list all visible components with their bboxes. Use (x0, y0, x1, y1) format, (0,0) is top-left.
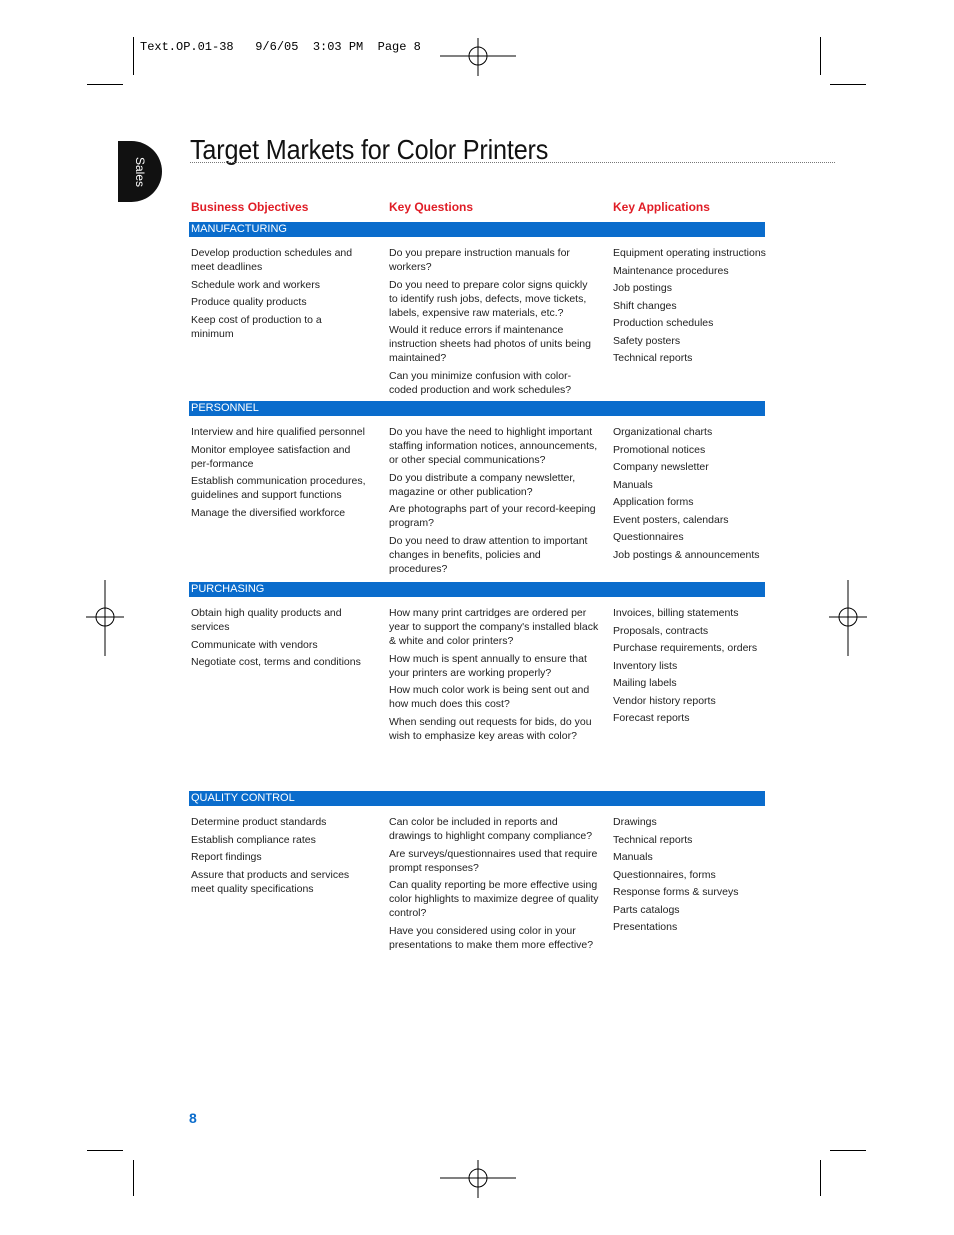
application-item: Application forms (613, 496, 694, 508)
crop-mark (830, 1150, 866, 1151)
application-item: Drawings (613, 816, 657, 828)
question-item: When sending out requests for bids, do you wish to emphasize key areas with color? (389, 715, 592, 742)
objective-item: Schedule work and workers (191, 278, 320, 291)
crop-mark (133, 1160, 134, 1196)
application-item: Manuals (613, 851, 653, 863)
application-item: Purchase requirements, orders (613, 642, 758, 654)
question-item: Would it reduce errors if maintenance instruction sheets had photos of units being maintained? (389, 324, 591, 364)
question-item: Do you have the need to highlight important staffing information notices, announcements, or other special communications? (389, 426, 598, 466)
application-item: Job postings (613, 282, 672, 294)
objective-item: Establish communication procedures, guidelines and support functions (191, 475, 366, 501)
application-item: Safety posters (613, 334, 681, 347)
application-item: Response forms & surveys (613, 886, 739, 898)
section-applications-column (613, 246, 783, 369)
application-item: Job postings & announcements (613, 548, 760, 561)
application-item: Forecast reports (613, 712, 690, 724)
application-item: Manuals (613, 478, 653, 491)
section-applications-column (613, 425, 783, 565)
objective-item: Obtain high quality products and services (191, 607, 342, 633)
section-objectives-column (191, 425, 366, 523)
question-item: Do you distribute a company newsletter, magazine or other publication? (389, 471, 576, 498)
application-item: Mailing labels (613, 677, 677, 689)
section-questions-column (389, 425, 599, 579)
crop-mark (830, 84, 866, 85)
objective-item: Interview and hire qualified personnel (191, 426, 365, 438)
application-item: Vendor history reports (613, 694, 716, 707)
page-number: 8 (189, 1110, 197, 1126)
column-heading-applications: Key Applications (613, 200, 710, 214)
application-item: Proposals, contracts (613, 624, 709, 637)
objective-item: Produce quality products (191, 296, 307, 308)
question-item: Do you need to draw attention to important changes in benefits, policies and procedures? (389, 534, 588, 575)
application-item: Maintenance procedures (613, 264, 729, 277)
question-item: Can you minimize confusion with color-coded production and work schedules? (389, 369, 572, 396)
question-item: How much is spent annually to ensure that your printers are working properly? (389, 652, 587, 679)
question-item: Do you prepare instruction manuals for workers? (389, 247, 570, 273)
section-objectives-column (191, 815, 366, 899)
section-header-band: PURCHASING (189, 582, 765, 597)
section-tab-label: Sales (133, 156, 147, 188)
section-questions-column (389, 606, 599, 746)
application-item: Inventory lists (613, 659, 678, 672)
application-item: Company newsletter (613, 461, 709, 473)
crop-mark (820, 37, 821, 75)
objective-item: Develop production schedules and meet deadlines (191, 247, 353, 273)
objective-item: Monitor employee satisfaction and per-formance (191, 443, 351, 470)
application-item: Production schedules (613, 317, 714, 329)
objective-item: Determine product standards (191, 816, 327, 828)
registration-mark-icon (86, 580, 124, 656)
objective-item: Communicate with vendors (191, 638, 318, 651)
column-heading-questions: Key Questions (389, 200, 474, 214)
section-questions-column (389, 246, 599, 400)
application-item: Questionnaires (613, 531, 684, 543)
application-item: Shift changes (613, 299, 677, 312)
page-title: Target Markets for Color Printers (190, 134, 549, 165)
application-item: Organizational charts (613, 426, 713, 438)
application-item: Technical reports (613, 833, 693, 846)
objective-item: Negotiate cost, terms and conditions (191, 656, 361, 668)
title-divider (190, 162, 835, 163)
application-item: Invoices, billing statements (613, 607, 739, 619)
objective-item: Assure that products and services meet quality specifications (191, 868, 350, 895)
column-heading-objectives: Business Objectives (191, 200, 309, 214)
question-item: How much color work is being sent out and how much does this cost? (389, 684, 590, 710)
section-header-band: QUALITY CONTROL (189, 791, 765, 806)
question-item: Do you need to prepare color signs quickly to identify rush jobs, defects, move tickets, labels, expensive raw materials, etc.? (389, 278, 588, 319)
section-header-band: MANUFACTURING (189, 222, 765, 237)
question-item: Are photographs part of your record-keeping program? (389, 503, 596, 529)
application-item: Equipment operating instructions (613, 247, 766, 259)
question-item: Can color be included in reports and drawings to highlight company compliance? (389, 816, 593, 842)
objective-item: Establish compliance rates (191, 833, 316, 846)
section-tab (118, 141, 162, 202)
section-applications-column (613, 606, 783, 729)
registration-mark-icon (440, 38, 516, 76)
registration-mark-icon (440, 1160, 516, 1198)
question-item: Have you considered using color in your presentations to make them more effective? (389, 924, 594, 951)
objective-item: Manage the diversified workforce (191, 506, 346, 519)
question-item: How many print cartridges are ordered per year to support the company's installed black & white and color printers? (389, 607, 599, 647)
question-item: Are surveys/questionnaires used that require prompt responses? (389, 847, 598, 874)
objective-item: Keep cost of production to a minimum (191, 313, 322, 340)
print-slug: Text.OP.01-38 9/6/05 3:03 PM Page 8 (140, 40, 421, 54)
crop-mark (87, 84, 123, 85)
question-item: Can quality reporting be more effective using color highlights to maximize degree of quality control? (389, 879, 599, 919)
objective-item: Report findings (191, 851, 262, 863)
registration-mark-icon (829, 580, 867, 656)
section-questions-column (389, 815, 599, 955)
crop-mark (820, 1160, 821, 1196)
application-item: Promotional notices (613, 443, 706, 456)
section-objectives-column (191, 246, 366, 344)
application-item: Presentations (613, 921, 678, 933)
application-item: Questionnaires, forms (613, 868, 716, 881)
application-item: Event posters, calendars (613, 513, 729, 526)
application-item: Technical reports (613, 352, 693, 364)
section-objectives-column (191, 606, 366, 673)
section-applications-column (613, 815, 783, 938)
application-item: Parts catalogs (613, 903, 680, 916)
crop-mark (133, 37, 134, 75)
crop-mark (87, 1150, 123, 1151)
section-header-band: PERSONNEL (189, 401, 765, 416)
